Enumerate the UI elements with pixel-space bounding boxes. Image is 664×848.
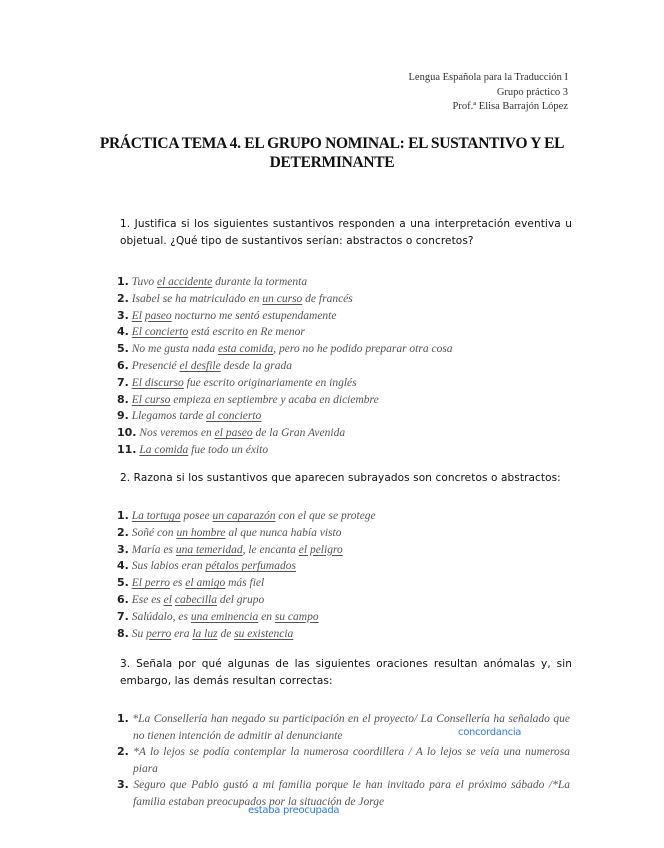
item-text: Su — [131, 627, 147, 640]
item-number: 3. — [117, 542, 129, 556]
item-text: era — [171, 627, 193, 640]
list-item — [117, 341, 453, 358]
list-item — [117, 777, 570, 810]
item-text: Soñé con — [131, 526, 177, 539]
item-text: fue escrito originariamente en inglés — [183, 376, 357, 389]
item-text: es — [169, 577, 186, 590]
underlined-noun: el peligro — [298, 543, 343, 556]
item-text: nocturno me sentó estupendamente — [171, 309, 337, 322]
document-header — [409, 71, 569, 115]
item-text: Nos veremos en — [139, 427, 215, 440]
underlined-noun: una eminencia — [190, 610, 259, 623]
underlined-noun: La comida — [139, 443, 189, 456]
list-item — [117, 525, 376, 542]
page-title: PRÁCTICA TEMA 4. EL GRUPO NOMINAL: EL SUSTANTIVO Y EL DETERMINANTE — [99, 135, 565, 171]
item-text: de la Gran Avenida — [252, 427, 346, 440]
group-name: Grupo práctico 3 — [496, 86, 568, 98]
item-number: 8. — [117, 626, 129, 640]
underlined-noun: el — [163, 593, 172, 606]
item-text: durante la tormenta — [212, 276, 308, 288]
item-number: 1. — [117, 712, 129, 725]
item-text: Ese es — [131, 593, 164, 606]
item-text: María es — [131, 543, 176, 556]
item-number: 7. — [117, 609, 129, 623]
item-text: Llegamos tarde — [131, 410, 207, 423]
item-text: al que nunca había visto — [225, 526, 342, 539]
underlined-noun: un caparazón — [212, 510, 276, 522]
list-item — [117, 358, 453, 375]
item-number: 5. — [117, 576, 129, 590]
item-text: Isabel se ha matriculado en — [131, 292, 263, 305]
underlined-noun: pétalos perfumados — [205, 560, 296, 573]
list-item — [117, 442, 453, 459]
item-number: 6. — [117, 358, 129, 372]
underlined-noun: El perro — [131, 577, 170, 590]
list-item — [117, 392, 453, 409]
item-text: Salúdalo, es — [131, 610, 191, 623]
question-1: 1. Justifica si los siguientes sustantivos responden a una interpretación eventiva u objetual. ¿Qué tipo de sustantivos serían: abstractos o concretos? — [120, 218, 572, 247]
question-1-list — [117, 274, 453, 459]
item-text: está escrito en Re menor — [188, 326, 305, 339]
item-number: 1. — [117, 509, 129, 522]
list-item — [117, 626, 376, 643]
teacher-name: Prof.ª Elisa Barrajón López — [452, 101, 568, 112]
item-text: de — [217, 627, 235, 640]
underlined-noun: El concierto — [131, 326, 189, 339]
list-item — [117, 609, 376, 626]
underlined-noun: un hombre — [176, 526, 226, 539]
course-name: Lengua Española para la Traducción I — [408, 72, 568, 83]
handwritten-note-estaba-preocupada: estaba preocupada — [248, 805, 340, 816]
underlined-noun: La tortuga — [131, 510, 181, 522]
item-text: del grupo — [217, 593, 265, 606]
item-text: Seguro que Pablo gustó a mi familia porque le han invitado para el próximo sábado /*La familia estaban preocupados por la situación de Jorge — [133, 779, 571, 808]
list-item — [117, 291, 453, 308]
item-number: 5. — [117, 342, 129, 356]
handwritten-note-concordancia: concordancia — [458, 727, 522, 738]
item-number: 7. — [117, 375, 129, 389]
item-text: fue todo un éxito — [188, 443, 269, 456]
item-number: 1. — [117, 275, 129, 288]
underlined-noun: su existencia — [234, 627, 294, 640]
underlined-noun: el accidente — [156, 276, 213, 288]
item-number: 3. — [117, 778, 129, 791]
underlined-noun: el amigo — [185, 577, 226, 590]
question-3-list — [117, 711, 570, 810]
underlined-noun: al concierto — [206, 410, 262, 423]
item-text: Presencié — [131, 359, 180, 372]
list-item — [117, 308, 453, 325]
item-text: Sus labios eran — [131, 560, 206, 573]
item-number: 9. — [117, 409, 129, 423]
underlined-noun: su campo — [274, 610, 319, 623]
list-item — [117, 324, 453, 341]
list-item — [117, 508, 376, 525]
item-number: 8. — [117, 392, 129, 406]
underlined-noun: El curso — [131, 393, 171, 406]
item-text: Tuvo — [131, 276, 157, 288]
underlined-noun: esta comida — [217, 343, 274, 356]
underlined-noun: cabecilla — [174, 593, 217, 606]
underlined-noun: El discurso — [131, 376, 184, 389]
underlined-noun: paseo — [144, 309, 172, 322]
item-number: 11. — [117, 442, 137, 456]
underlined-noun: el paseo — [214, 427, 253, 440]
item-number: 4. — [117, 559, 129, 573]
list-item — [117, 408, 453, 425]
item-text: *A lo lejos se podía contemplar la numerosa coordillera / A lo lejos se veía una numerosa piara — [133, 746, 571, 775]
list-item — [117, 542, 376, 559]
item-number: 3. — [117, 308, 129, 322]
item-text: empieza en septiembre y acaba en diciembre — [170, 393, 379, 406]
question-3: 3. Señala por qué algunas de las siguientes oraciones resultan anómalas y, sin embargo, las demás resultan correctas: — [120, 658, 572, 687]
list-item — [117, 558, 376, 575]
underlined-noun: perro — [146, 627, 172, 640]
item-text: No me gusta nada — [131, 343, 218, 356]
list-item — [117, 274, 453, 291]
underlined-noun: El — [131, 309, 142, 322]
item-number: 2. — [117, 291, 129, 305]
item-number: 2. — [117, 745, 129, 758]
item-text: con el que se protege — [275, 510, 376, 522]
item-text: , le encanta — [242, 543, 299, 556]
underlined-noun: una temeridad — [175, 543, 243, 556]
list-item — [117, 425, 453, 442]
item-text: posee — [180, 510, 213, 522]
item-number: 4. — [117, 325, 129, 339]
list-item — [117, 575, 376, 592]
list-item — [117, 375, 453, 392]
item-text: más fiel — [225, 577, 265, 590]
underlined-noun: la luz — [192, 627, 218, 640]
list-item — [117, 744, 570, 777]
question-2-list — [117, 508, 376, 642]
underlined-noun: el desfile — [179, 359, 221, 372]
item-text: desde la grada — [220, 359, 292, 372]
item-text: , pero no he podido preparar otra cosa — [273, 343, 453, 356]
question-2: 2. Razona si los sustantivos que aparecen subrayados son concretos o abstractos: — [120, 472, 561, 484]
item-number: 10. — [117, 426, 137, 440]
item-text: en — [258, 610, 275, 623]
underlined-noun: un curso — [262, 292, 303, 305]
list-item — [117, 592, 376, 609]
item-text: *La Consellería han negado su participación en el proyecto/ La Consellería ha señalado que no tienen intención de admitir al denunciante — [132, 713, 571, 742]
item-text: de francés — [302, 292, 353, 305]
item-number: 2. — [117, 525, 129, 539]
item-number: 6. — [117, 592, 129, 606]
